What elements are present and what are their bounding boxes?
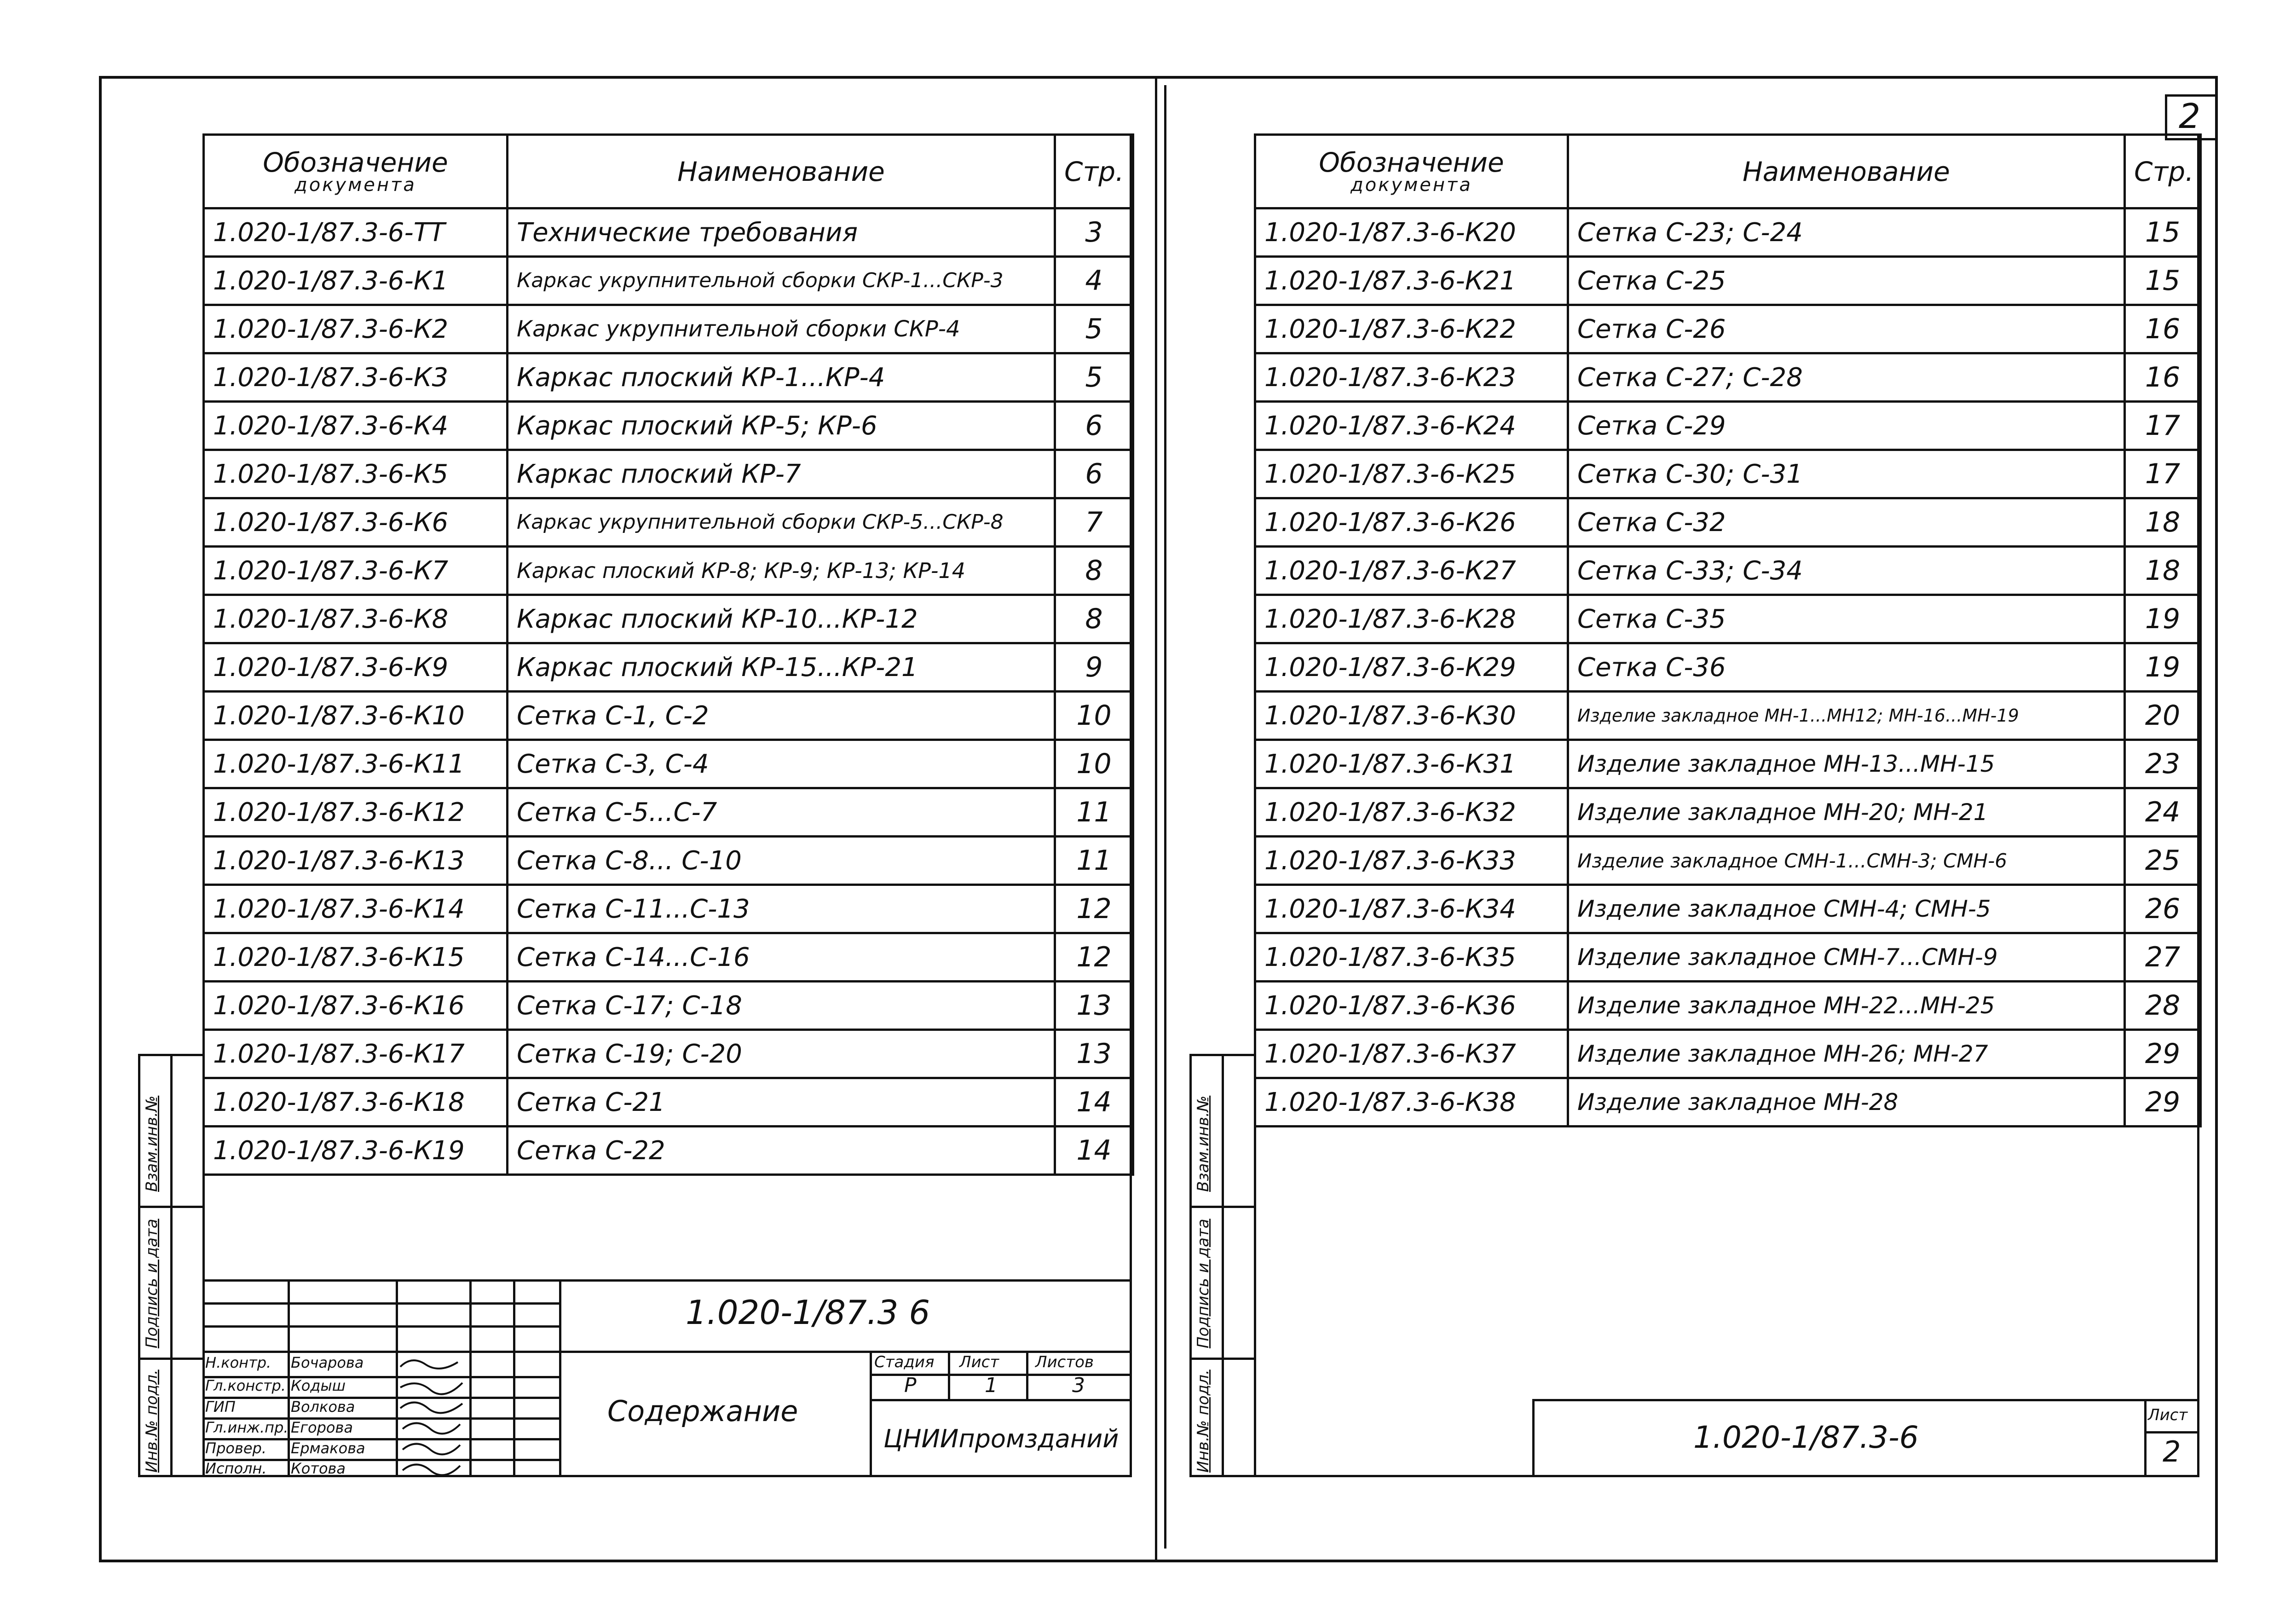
stamp-sheets-header: Листов [1035, 1353, 1094, 1371]
row-designation: 1.020-1/87.3-6-К23 [1255, 353, 1568, 402]
row-page: 18 [2125, 498, 2201, 547]
sheet-divider [1155, 76, 1157, 1562]
side-label-sign-date: Подпись и дата [143, 1219, 161, 1348]
row-name: Сетка С-33; С-34 [1568, 547, 2125, 595]
side-strip-divider [1222, 1054, 1224, 1477]
right-stamp-row [2144, 1431, 2199, 1433]
row-name: Каркас плоский КР-1...КР-4 [508, 353, 1055, 402]
row-name: Сетка С-25 [1568, 257, 2125, 305]
row-page: 14 [1055, 1127, 1133, 1175]
row-page: 13 [1055, 1030, 1133, 1078]
row-name: Сетка С-30; С-31 [1568, 450, 2125, 498]
stamp-person: Егорова [291, 1419, 353, 1436]
row-page: 17 [2125, 450, 2201, 498]
stamp-person: Бочарова [291, 1354, 364, 1371]
row-page: 29 [2125, 1078, 2201, 1127]
stamp-col [469, 1279, 472, 1477]
row-designation: 1.020-1/87.3-6-К28 [1255, 595, 1568, 643]
row-page: 6 [1055, 402, 1133, 450]
row-name: Сетка С-3, С-4 [508, 740, 1055, 788]
row-name: Сетка С-29 [1568, 402, 2125, 450]
stamp-row [202, 1325, 559, 1328]
row-page: 26 [2125, 885, 2201, 933]
row-name: Сетка С-5...С-7 [508, 788, 1055, 837]
row-designation: 1.020-1/87.3-6-К30 [1255, 692, 1568, 740]
stamp-stage: Р [904, 1374, 917, 1397]
row-name: Изделие закладное МН-28 [1568, 1078, 2125, 1127]
row-page: 19 [2125, 643, 2201, 692]
stamp-doc-code: 1.020-1/87.3 6 [686, 1293, 930, 1332]
stamp-role: ГИП [205, 1398, 236, 1416]
row-page: 3 [1055, 208, 1133, 257]
stamp-role: Провер. [205, 1439, 266, 1457]
row-designation: 1.020-1/87.3-6-К6 [204, 498, 508, 547]
row-name: Сетка С-36 [1568, 643, 2125, 692]
row-page: 16 [2125, 353, 2201, 402]
row-name: Сетка С-8... С-10 [508, 837, 1055, 885]
stamp-row [202, 1397, 559, 1399]
side-strip-row [138, 1358, 205, 1360]
side-strip-row [138, 1206, 205, 1208]
row-designation: 1.020-1/87.3-6-К19 [204, 1127, 508, 1175]
row-designation: 1.020-1/87.3-6-К12 [204, 788, 508, 837]
row-designation: 1.020-1/87.3-6-К7 [204, 547, 508, 595]
row-page: 24 [2125, 788, 2201, 837]
row-name: Изделие закладное СМН-4; СМН-5 [1568, 885, 2125, 933]
side-label-inv-orig: Инв.№ подл. [1194, 1370, 1212, 1473]
row-name: Сетка С-23; С-24 [1568, 208, 2125, 257]
row-designation: 1.020-1/87.3-6-К9 [204, 643, 508, 692]
row-designation: 1.020-1/87.3-6-К20 [1255, 208, 1568, 257]
row-designation: 1.020-1/87.3-6-К17 [204, 1030, 508, 1078]
row-name: Изделие закладное СМН-7...СМН-9 [1568, 933, 2125, 982]
row-page: 5 [1055, 353, 1133, 402]
row-page: 25 [2125, 837, 2201, 885]
row-designation: 1.020-1/87.3-6-К37 [1255, 1030, 1568, 1078]
row-designation: 1.020-1/87.3-6-К4 [204, 402, 508, 450]
row-name: Изделие закладное СМН-1...СМН-3; СМН-6 [1568, 837, 2125, 885]
row-designation: 1.020-1/87.3-6-К27 [1255, 547, 1568, 595]
row-designation: 1.020-1/87.3-6-К3 [204, 353, 508, 402]
row-page: 12 [1055, 885, 1133, 933]
row-designation: 1.020-1/87.3-6-ТТ [204, 208, 508, 257]
row-designation: 1.020-1/87.3-6-К22 [1255, 305, 1568, 353]
stamp-col [948, 1351, 950, 1399]
side-label-replace-inv: Взам.инв.№ [1194, 1095, 1212, 1192]
signature-marks [398, 1353, 467, 1475]
row-page: 11 [1055, 837, 1133, 885]
stamp-col [288, 1279, 290, 1477]
row-page: 13 [1055, 982, 1133, 1030]
row-name: Каркас укрупнительной сборки СКР-4 [508, 305, 1055, 353]
row-designation: 1.020-1/87.3-6-К21 [1255, 257, 1568, 305]
row-name: Изделие закладное МН-13...МН-15 [1568, 740, 2125, 788]
row-name: Сетка С-14...С-16 [508, 933, 1055, 982]
row-page: 29 [2125, 1030, 2201, 1078]
row-page: 23 [2125, 740, 2201, 788]
row-name: Сетка С-27; С-28 [1568, 353, 2125, 402]
row-designation: 1.020-1/87.3-6-К24 [1255, 402, 1568, 450]
stamp-title: Содержание [607, 1394, 798, 1428]
stamp-role: Гл.инж.пр. [205, 1419, 289, 1436]
row-name: Изделие закладное МН-20; МН-21 [1568, 788, 2125, 837]
row-page: 10 [1055, 740, 1133, 788]
stamp-col [559, 1279, 561, 1477]
row-name: Технические требования [508, 208, 1055, 257]
stamp-row [202, 1302, 559, 1305]
row-name: Сетка С-11...С-13 [508, 885, 1055, 933]
right-stamp-sheet-header: Лист [2148, 1406, 2188, 1424]
row-designation: 1.020-1/87.3-6-К8 [204, 595, 508, 643]
header-page: Стр. [1055, 135, 1133, 208]
row-designation: 1.020-1/87.3-6-К15 [204, 933, 508, 982]
row-designation: 1.020-1/87.3-6-К35 [1255, 933, 1568, 982]
side-label-inv-orig: Инв.№ подл. [143, 1370, 161, 1473]
row-designation: 1.020-1/87.3-6-К26 [1255, 498, 1568, 547]
row-page: 28 [2125, 982, 2201, 1030]
row-page: 6 [1055, 450, 1133, 498]
row-name: Каркас плоский КР-10...КР-12 [508, 595, 1055, 643]
left-stamp [202, 1279, 1132, 1477]
row-page: 8 [1055, 547, 1133, 595]
row-designation: 1.020-1/87.3-6-К5 [204, 450, 508, 498]
header-name: Наименование [1568, 135, 2125, 208]
row-designation: 1.020-1/87.3-6-К16 [204, 982, 508, 1030]
row-name: Сетка С-22 [508, 1127, 1055, 1175]
row-page: 12 [1055, 933, 1133, 982]
row-page: 7 [1055, 498, 1133, 547]
row-page: 4 [1055, 257, 1133, 305]
row-name: Каркас плоский КР-8; КР-9; КР-13; КР-14 [508, 547, 1055, 595]
row-name: Каркас укрупнительной сборки СКР-1...СКР-3 [508, 257, 1055, 305]
stamp-person: Ермакова [291, 1439, 365, 1457]
side-label-replace-inv: Взам.инв.№ [143, 1095, 161, 1192]
row-page: 10 [1055, 692, 1133, 740]
row-page: 15 [2125, 257, 2201, 305]
row-designation: 1.020-1/87.3-6-К38 [1255, 1078, 1568, 1127]
row-name: Изделие закладное МН-22...МН-25 [1568, 982, 2125, 1030]
row-name: Сетка С-35 [1568, 595, 2125, 643]
row-designation: 1.020-1/87.3-6-К33 [1255, 837, 1568, 885]
row-designation: 1.020-1/87.3-6-К29 [1255, 643, 1568, 692]
stamp-person: Котова [291, 1460, 346, 1477]
row-name: Изделие закладное МН-1...МН12; МН-16...МН-19 [1568, 692, 2125, 740]
row-page: 17 [2125, 402, 2201, 450]
stamp-sheets: 3 [1072, 1374, 1085, 1397]
row-page: 27 [2125, 933, 2201, 982]
row-name: Каркас плоский КР-7 [508, 450, 1055, 498]
row-page: 18 [2125, 547, 2201, 595]
stamp-col [870, 1351, 872, 1477]
right-stamp-divider [2144, 1399, 2147, 1477]
row-designation: 1.020-1/87.3-6-К14 [204, 885, 508, 933]
row-designation: 1.020-1/87.3-6-К32 [1255, 788, 1568, 837]
row-name: Сетка С-21 [508, 1078, 1055, 1127]
row-name: Каркас плоский КР-5; КР-6 [508, 402, 1055, 450]
side-label-sign-date: Подпись и дата [1194, 1219, 1212, 1348]
header-page: Стр. [2125, 135, 2201, 208]
row-name: Сетка С-19; С-20 [508, 1030, 1055, 1078]
right-stamp-sheet: 2 [2163, 1435, 2181, 1468]
row-page: 14 [1055, 1078, 1133, 1127]
row-designation: 1.020-1/87.3-6-К34 [1255, 885, 1568, 933]
stamp-role: Исполн. [205, 1460, 267, 1477]
row-name: Сетка С-1, С-2 [508, 692, 1055, 740]
row-name: Сетка С-26 [1568, 305, 2125, 353]
header-designation: Обозначение документа [1255, 135, 1568, 208]
sheet-divider-inner [1164, 85, 1166, 1549]
row-designation: 1.020-1/87.3-6-К31 [1255, 740, 1568, 788]
header-designation: Обозначение документа [204, 135, 508, 208]
stamp-col [513, 1279, 515, 1477]
left-sheet-body [202, 133, 1132, 1477]
row-designation: 1.020-1/87.3-6-К1 [204, 257, 508, 305]
row-designation: 1.020-1/87.3-6-К25 [1255, 450, 1568, 498]
side-strip-divider [170, 1054, 173, 1477]
row-page: 9 [1055, 643, 1133, 692]
row-designation: 1.020-1/87.3-6-К10 [204, 692, 508, 740]
row-designation: 1.020-1/87.3-6-К36 [1255, 982, 1568, 1030]
stamp-person: Волкова [291, 1398, 355, 1416]
stamp-role: Н.контр. [205, 1354, 271, 1371]
row-name: Каркас плоский КР-15...КР-21 [508, 643, 1055, 692]
row-page: 11 [1055, 788, 1133, 837]
side-strip-row [1189, 1206, 1256, 1208]
stamp-person: Кодыш [291, 1377, 346, 1394]
header-name: Наименование [508, 135, 1055, 208]
side-strip-row [1189, 1358, 1256, 1360]
row-page: 5 [1055, 305, 1133, 353]
row-designation: 1.020-1/87.3-6-К11 [204, 740, 508, 788]
row-name: Каркас укрупнительной сборки СКР-5...СКР-8 [508, 498, 1055, 547]
row-designation: 1.020-1/87.3-6-К2 [204, 305, 508, 353]
sheet-number-top: 2 [2179, 97, 2201, 136]
row-name: Изделие закладное МН-26; МН-27 [1568, 1030, 2125, 1078]
row-page: 8 [1055, 595, 1133, 643]
stamp-sheet: 1 [985, 1374, 998, 1397]
row-designation: 1.020-1/87.3-6-К13 [204, 837, 508, 885]
row-page: 15 [2125, 208, 2201, 257]
right-stamp-doc-code: 1.020-1/87.3-6 [1693, 1420, 1919, 1455]
stamp-sheet-header: Лист [959, 1353, 999, 1371]
stamp-top-line [202, 1279, 1132, 1282]
right-sheet-body [1254, 133, 2199, 1477]
row-designation: 1.020-1/87.3-6-К18 [204, 1078, 508, 1127]
row-page: 19 [2125, 595, 2201, 643]
stamp-row [870, 1399, 1132, 1401]
stamp-organization: ЦНИИпромзданий [883, 1424, 1119, 1453]
row-page: 16 [2125, 305, 2201, 353]
stamp-col [1026, 1351, 1028, 1399]
row-page: 20 [2125, 692, 2201, 740]
row-name: Сетка С-17; С-18 [508, 982, 1055, 1030]
stamp-role: Гл.констр. [205, 1377, 286, 1394]
stamp-stage-header: Стадия [874, 1353, 935, 1371]
row-name: Сетка С-32 [1568, 498, 2125, 547]
